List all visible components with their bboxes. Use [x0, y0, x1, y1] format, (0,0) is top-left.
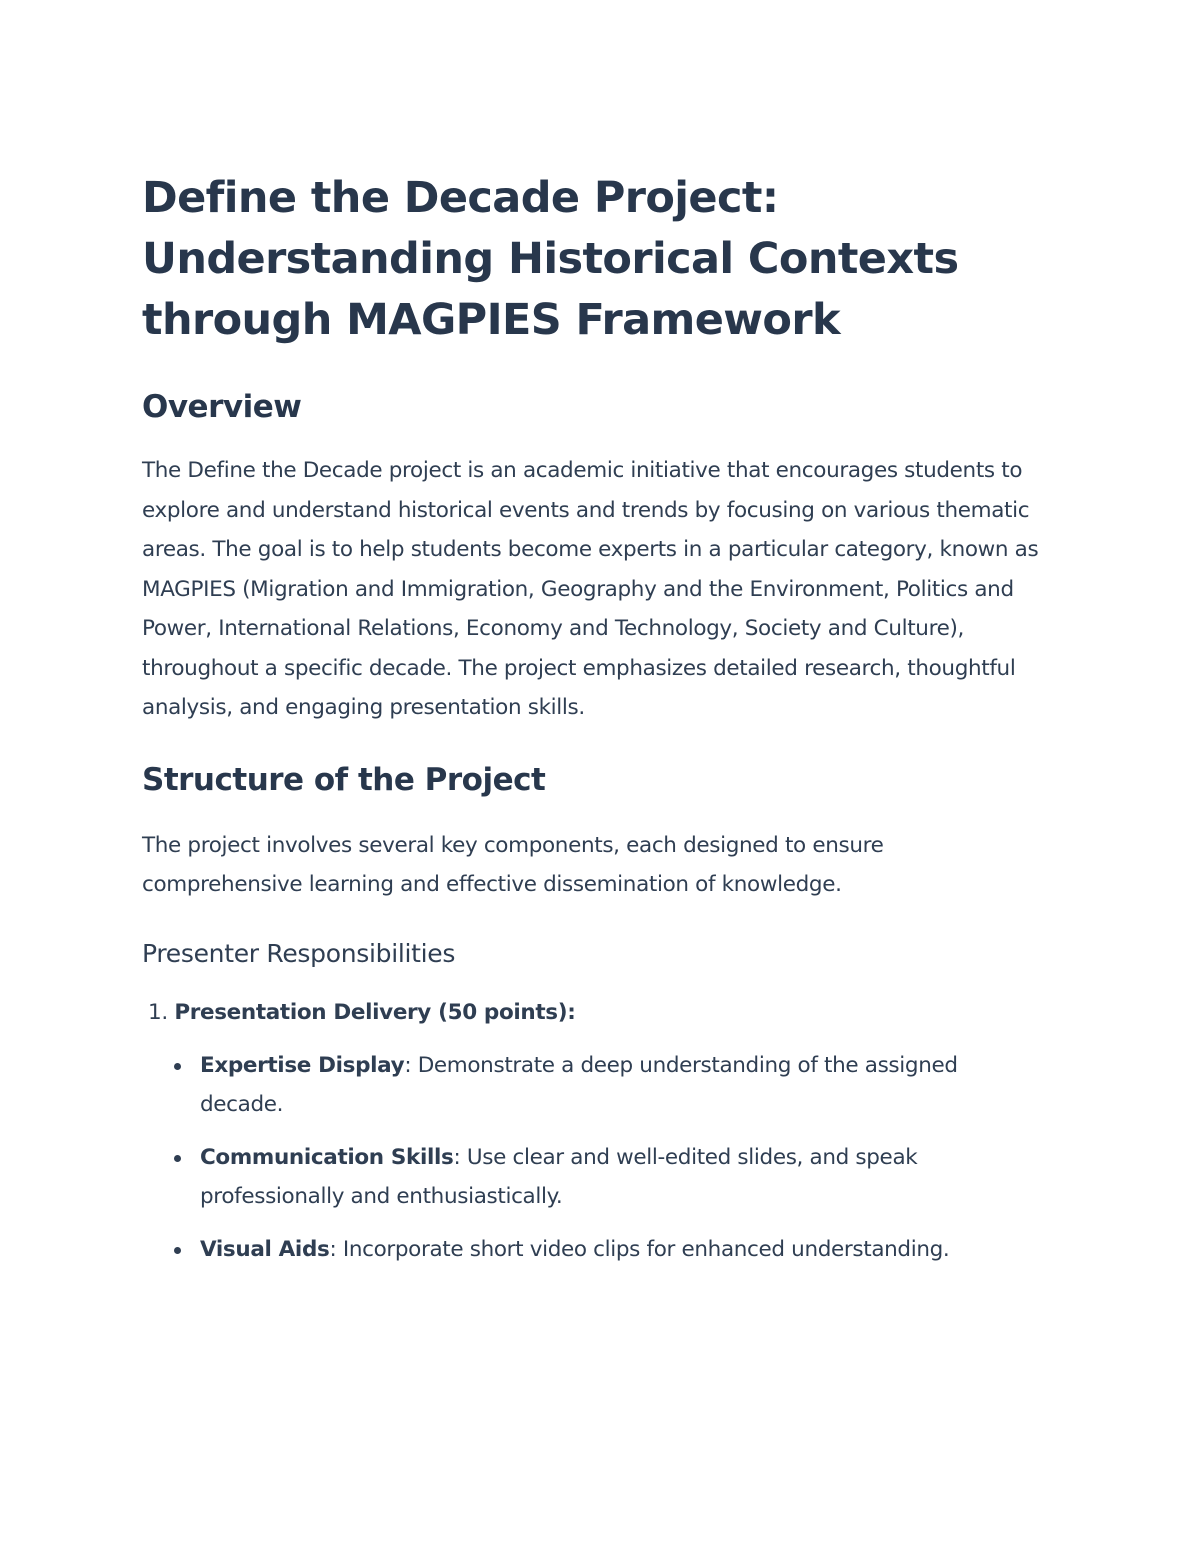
list-item-heading	[142, 996, 1042, 1030]
overview-paragraph: The Define the Decade project is an academic initiative that encourages students to explore and understand historical events and trends by focusing on various thematic areas. The goal is to help students become experts in a particular category, known as MAGPIES (Migration and Immigration, Geography and the Environment, Politics and Power, International Relations, Economy and Technology, Society and Culture), throughout a specific decade. The project emphasizes detailed research, thoughtful analysis, and engaging presentation skills.	[142, 458, 1039, 720]
bullet-list	[142, 1046, 1042, 1270]
responsibilities-list	[142, 996, 1042, 1270]
title-line-2: Understanding Historical Contexts	[142, 234, 959, 284]
bullet-item-expertise	[142, 1046, 1042, 1125]
bullet-text: : Demonstrate a deep understanding of the assigned decade.	[200, 1052, 958, 1117]
bullet-item-communication	[142, 1138, 1042, 1217]
bullet-dot-icon	[174, 1063, 181, 1070]
bullet-term: Visual Aids	[200, 1236, 330, 1262]
title-line-1: Define the Decade Project:	[142, 173, 779, 223]
document-page	[142, 168, 1042, 1282]
overview-heading: Overview	[142, 389, 302, 425]
structure-heading: Structure of the Project	[142, 761, 546, 798]
bullet-term: Communication Skills	[200, 1144, 454, 1170]
list-item-label: Presentation Delivery (50 points):	[174, 999, 576, 1025]
document-title	[142, 168, 1042, 351]
bullet-text: : Incorporate short video clips for enhanced understanding.	[329, 1236, 950, 1262]
bullet-text: : Use clear and well-edited slides, and speak professionally and enthusiastically.	[200, 1144, 918, 1209]
structure-paragraph: The project involves several key components, each designed to ensure comprehensive learning and effective dissemination of knowledge.	[142, 832, 884, 897]
bullet-item-visual-aids	[142, 1230, 1042, 1270]
presenter-responsibilities-heading: Presenter Responsibilities	[142, 938, 456, 968]
list-item-number: 1.	[148, 999, 168, 1025]
list-item	[142, 996, 1042, 1270]
title-line-3: through MAGPIES Framework	[142, 295, 840, 345]
bullet-term: Expertise Display	[200, 1052, 405, 1078]
bullet-dot-icon	[174, 1155, 181, 1162]
bullet-dot-icon	[174, 1247, 181, 1254]
